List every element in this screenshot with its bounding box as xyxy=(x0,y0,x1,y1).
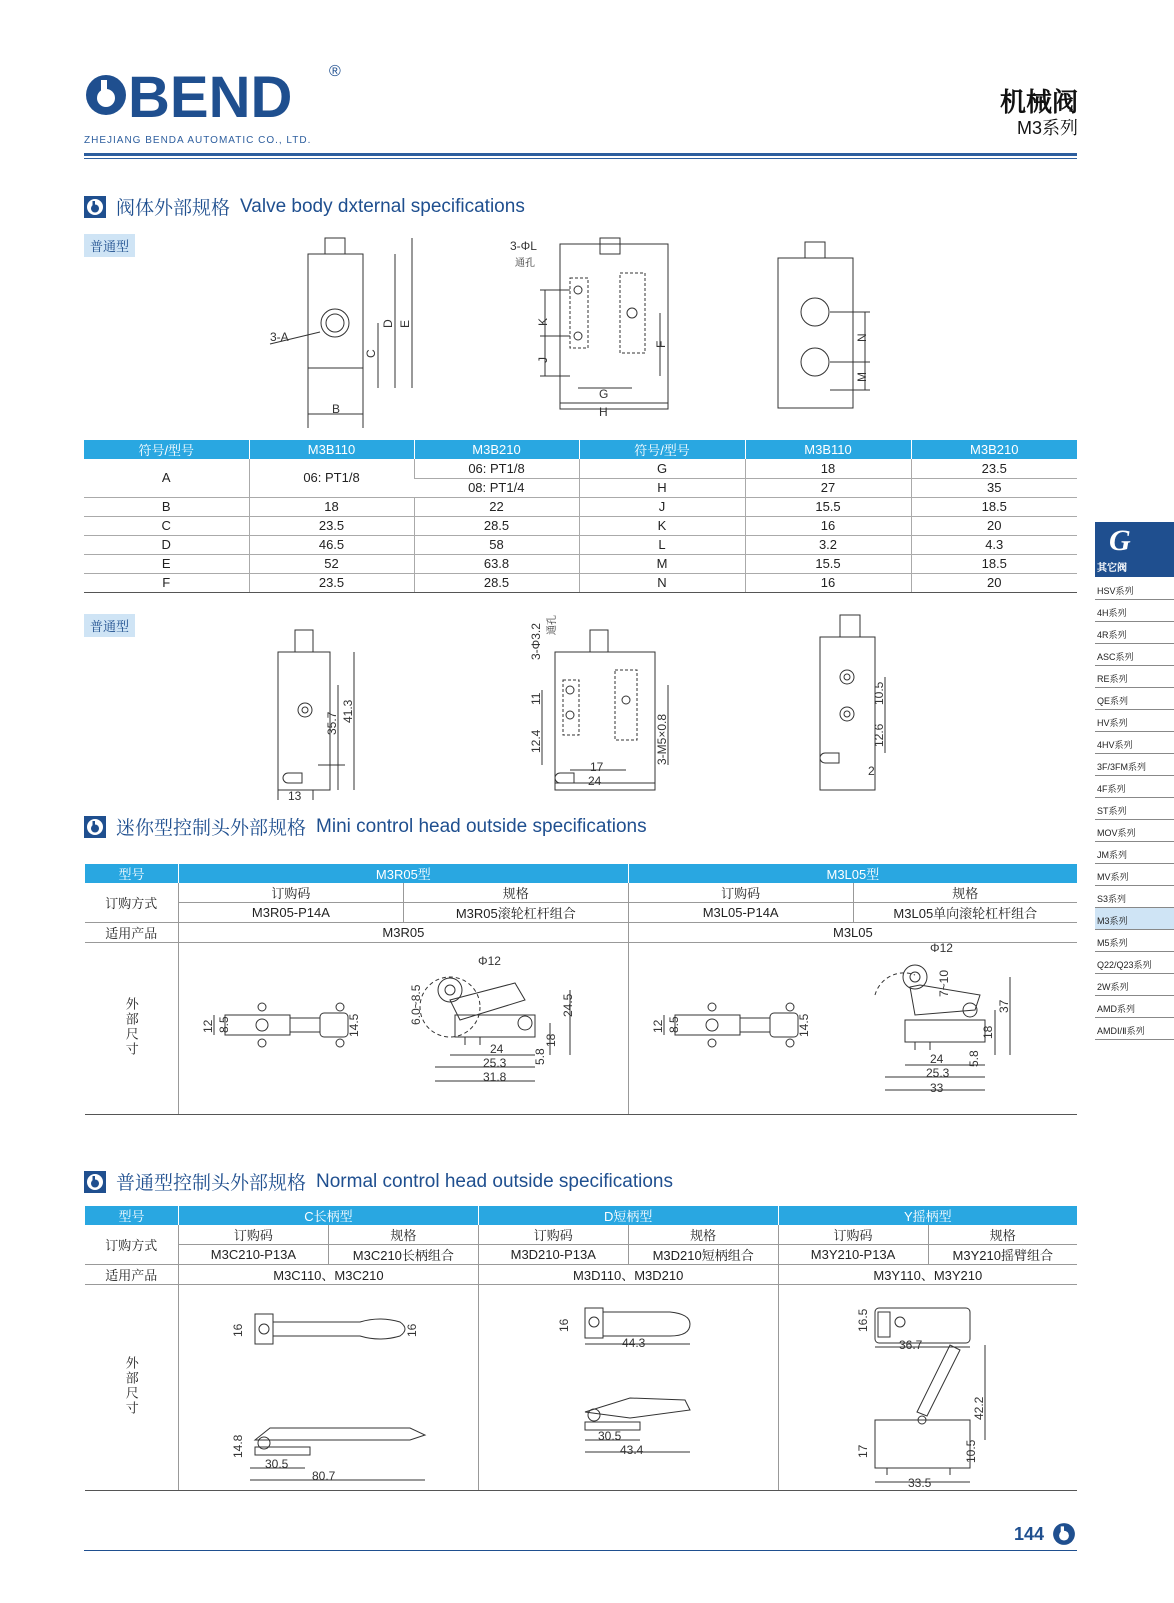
sidebar-item[interactable]: QE系列 xyxy=(1095,688,1174,710)
dim-label: 13 xyxy=(288,789,302,803)
sidebar-item[interactable]: 4F系列 xyxy=(1095,776,1174,798)
category-label: 其它阀 xyxy=(1097,563,1127,574)
sidebar-item[interactable]: 4HV系列 xyxy=(1095,732,1174,754)
sidebar-item[interactable]: MOV系列 xyxy=(1095,820,1174,842)
m3l05-drawing xyxy=(630,941,1075,1127)
dim-label: 3-ΦL xyxy=(510,239,537,253)
header-cell: 符号/型号 xyxy=(579,440,745,459)
sidebar-item[interactable]: AMD系列 xyxy=(1095,996,1174,1018)
svg-text:16.5: 16.5 xyxy=(856,1308,870,1332)
sidebar-item[interactable]: 2W系列 xyxy=(1095,974,1174,996)
sidebar-item[interactable]: AMDⅠ/Ⅱ系列 xyxy=(1095,1018,1174,1040)
sidebar-item[interactable]: S3系列 xyxy=(1095,886,1174,908)
svg-text:30.5: 30.5 xyxy=(265,1457,289,1471)
svg-text:33.5: 33.5 xyxy=(908,1476,932,1490)
svg-text:33: 33 xyxy=(930,1081,944,1095)
dim-label: G xyxy=(599,387,609,401)
sidebar-item[interactable]: 4H系列 xyxy=(1095,600,1174,622)
dim-label: N xyxy=(855,333,869,342)
section-title-valve-body xyxy=(84,193,525,220)
registered-mark: ® xyxy=(329,63,341,80)
dim-label: H xyxy=(599,405,608,419)
dim-label: 12.4 xyxy=(529,729,543,753)
front-view xyxy=(270,238,412,428)
side-view xyxy=(510,238,668,419)
header-cell: 符号/型号 xyxy=(84,440,249,459)
table-row: E 52 63.8 M 15.5 18.5 xyxy=(84,554,1077,573)
svg-text:16: 16 xyxy=(405,1323,419,1337)
svg-text:25.3: 25.3 xyxy=(483,1056,507,1070)
header-cell: M3B110 xyxy=(745,440,911,459)
svg-text:24.5: 24.5 xyxy=(561,993,575,1017)
svg-text:10.5: 10.5 xyxy=(964,1439,978,1463)
bend-bullet-icon xyxy=(84,196,106,218)
sidebar-item[interactable]: HV系列 xyxy=(1095,710,1174,732)
table-row: F 23.5 28.5 N 16 20 xyxy=(84,573,1077,592)
svg-text:14.5: 14.5 xyxy=(347,1013,361,1037)
dim-label: C xyxy=(364,349,378,358)
table-cell: H xyxy=(579,478,745,497)
m3d-drawing xyxy=(480,1300,770,1505)
svg-text:16: 16 xyxy=(231,1323,245,1337)
table-cell: 27 xyxy=(745,478,911,497)
svg-text:80.7: 80.7 xyxy=(312,1469,336,1483)
sidebar-item[interactable]: ASC系列 xyxy=(1095,644,1174,666)
svg-text:25.3: 25.3 xyxy=(926,1066,950,1080)
table-row: C 23.5 28.5 K 16 20 xyxy=(84,516,1077,535)
m3y-drawing xyxy=(775,1300,1075,1505)
table-cell: 35 xyxy=(911,478,1077,497)
m3r05-drawing xyxy=(180,955,625,1127)
table-cell: G xyxy=(579,459,745,478)
svg-text:8.5: 8.5 xyxy=(667,1016,681,1033)
section-title-mini-control xyxy=(84,813,647,840)
header-cell: M3B210 xyxy=(911,440,1077,459)
valve-body-drawing-right xyxy=(770,240,880,415)
table-row: B 18 22 J 15.5 18.5 xyxy=(84,497,1077,516)
table-cell: 08: PT1/4 xyxy=(414,478,579,497)
section3-title-en: Mini control head outside specifications xyxy=(316,815,647,837)
footer-divider xyxy=(84,1550,1077,1551)
valve-body-spec-table xyxy=(84,440,1077,593)
table-row xyxy=(84,459,1077,478)
dim-label: M xyxy=(855,372,869,382)
valve-body-drawing-small xyxy=(260,605,960,805)
section3-title-cn: 迷你型控制头外部规格 xyxy=(116,818,307,839)
svg-text:24: 24 xyxy=(490,1042,504,1056)
table-cell: A xyxy=(84,459,249,497)
table-cell: 06: PT1/8 xyxy=(249,459,414,497)
sidebar-item[interactable]: RE系列 xyxy=(1095,666,1174,688)
svg-text:8.5: 8.5 xyxy=(217,1016,231,1033)
dim-label: 2 xyxy=(868,764,875,778)
svg-text:30.5: 30.5 xyxy=(598,1429,622,1443)
section1-title-cn: 阀体外部规格 xyxy=(116,198,231,219)
table-header-row xyxy=(84,440,1077,459)
dim-label: 35.7 xyxy=(325,711,339,735)
bend-page-icon xyxy=(1052,1522,1076,1546)
dim-label: 17 xyxy=(590,760,604,774)
svg-text:7~10: 7~10 xyxy=(937,969,951,997)
table-row: D 46.5 58 L 3.2 4.3 xyxy=(84,535,1077,554)
sidebar-item[interactable]: 4R系列 xyxy=(1095,622,1174,644)
header-divider-thin xyxy=(84,158,1077,159)
svg-text:6.0~8.5: 6.0~8.5 xyxy=(409,984,423,1025)
svg-text:44.3: 44.3 xyxy=(622,1336,646,1350)
page-subtitle: M3系列 xyxy=(1016,118,1078,138)
mini-control-table: 型号 M3R05型 M3L05型 订购方式 订购码 规格 订购码 规格 M3R05-P14A M3R05滚轮杠杆组合 M3L05-P14A M3L05单向滚轮杠杆组合 适用产品 M3R05 M3L05 外部尺寸 xyxy=(84,864,1077,1115)
category-tab-g[interactable] xyxy=(1095,522,1174,577)
dim-label: 3-A xyxy=(270,330,289,344)
dim-label: 3-M5×0.8 xyxy=(655,713,669,765)
dim-label: J xyxy=(536,357,550,363)
svg-text:24: 24 xyxy=(930,1052,944,1066)
type-tag: 普通型 xyxy=(84,234,135,257)
header-cell: M3B210 xyxy=(414,440,579,459)
page-number xyxy=(1014,1522,1076,1546)
table-cell: 06: PT1/8 xyxy=(414,459,579,478)
type-tag: 普通型 xyxy=(84,614,135,637)
brand-name: BEND xyxy=(128,65,293,130)
sidebar-item[interactable]: ST系列 xyxy=(1095,798,1174,820)
sidebar-item[interactable]: 3F/3FM系列 xyxy=(1095,754,1174,776)
dim-label: F xyxy=(654,340,668,348)
header-divider xyxy=(84,153,1077,156)
svg-text:16: 16 xyxy=(557,1318,571,1332)
valve-body-drawing-large xyxy=(260,228,710,428)
page-number-text: 144 xyxy=(1013,1523,1044,1544)
bend-bullet-icon xyxy=(84,1171,106,1193)
svg-text:12: 12 xyxy=(651,1019,665,1033)
bend-bullet-icon xyxy=(84,816,106,838)
svg-text:36.7: 36.7 xyxy=(899,1338,923,1352)
svg-text:18: 18 xyxy=(544,1033,558,1047)
svg-text:Φ12: Φ12 xyxy=(478,954,501,968)
category-letter: G xyxy=(1109,524,1131,557)
section1-title-en: Valve body dxternal specifications xyxy=(240,195,525,217)
dim-label: D xyxy=(381,319,395,328)
dim-label: 10.5 xyxy=(872,681,886,705)
svg-text:31.8: 31.8 xyxy=(483,1070,507,1084)
svg-text:14.5: 14.5 xyxy=(797,1013,811,1037)
svg-text:17: 17 xyxy=(856,1444,870,1458)
section4-title-en: Normal control head outside specifications xyxy=(316,1170,673,1192)
company-name: ZHEJIANG BENDA AUTOMATIC CO., LTD. xyxy=(84,135,312,146)
sidebar-item[interactable]: M5系列 xyxy=(1095,930,1174,952)
sidebar-item[interactable]: JM系列 xyxy=(1095,842,1174,864)
page-title: 机械阀 xyxy=(999,87,1078,117)
dim-label: 24 xyxy=(588,774,602,788)
sidebar-item[interactable]: M3系列 xyxy=(1095,908,1174,930)
dim-label: 41.3 xyxy=(341,699,355,723)
table-cell: 18 xyxy=(745,459,911,478)
svg-text:14.8: 14.8 xyxy=(231,1434,245,1458)
dim-label: 通孔 xyxy=(547,615,558,635)
dim-label: B xyxy=(332,402,341,416)
svg-text:12: 12 xyxy=(201,1019,215,1033)
svg-text:43.4: 43.4 xyxy=(620,1443,644,1457)
svg-text:Φ12: Φ12 xyxy=(930,941,953,955)
normal-control-table: 型号 C长柄型 D短柄型 Y摇柄型 订购方式 订购码 规格 订购码 规格 订购码 规格 M3C210-P13A M3C210长柄组合 M3D210-P13A M3D210短柄组合 M3Y210-P13A M3Y210摇臂组合 适用产品 M3C110、M3C210 M3D110、M3D210 M3Y110、M3Y210 外部尺寸 xyxy=(84,1206,1077,1491)
svg-text:5.8: 5.8 xyxy=(533,1048,547,1065)
dim-label: 通孔 xyxy=(515,258,535,269)
dim-label: K xyxy=(536,317,550,326)
section-title-normal-control xyxy=(84,1168,673,1195)
bend-logo xyxy=(84,62,384,142)
sidebar-item[interactable]: MV系列 xyxy=(1095,864,1174,886)
dims-label: 外部尺寸 xyxy=(123,997,139,1057)
dim-label: 11 xyxy=(529,692,543,705)
dim-label: 3-Φ3.2 xyxy=(529,623,543,660)
svg-text:18: 18 xyxy=(981,1025,995,1039)
svg-text:42.2: 42.2 xyxy=(972,1396,986,1420)
sidebar-item[interactable]: Q22/Q23系列 xyxy=(1095,952,1174,974)
header-cell: M3B110 xyxy=(249,440,414,459)
sidebar-item[interactable]: HSV系列 xyxy=(1095,578,1174,600)
dim-label: E xyxy=(398,319,412,328)
dim-label: 12.6 xyxy=(872,723,886,747)
svg-text:37: 37 xyxy=(997,999,1011,1013)
m3c-drawing xyxy=(180,1300,480,1505)
section4-title-cn: 普通型控制头外部规格 xyxy=(116,1173,307,1194)
svg-text:5.8: 5.8 xyxy=(967,1050,981,1067)
table-cell: 23.5 xyxy=(911,459,1077,478)
